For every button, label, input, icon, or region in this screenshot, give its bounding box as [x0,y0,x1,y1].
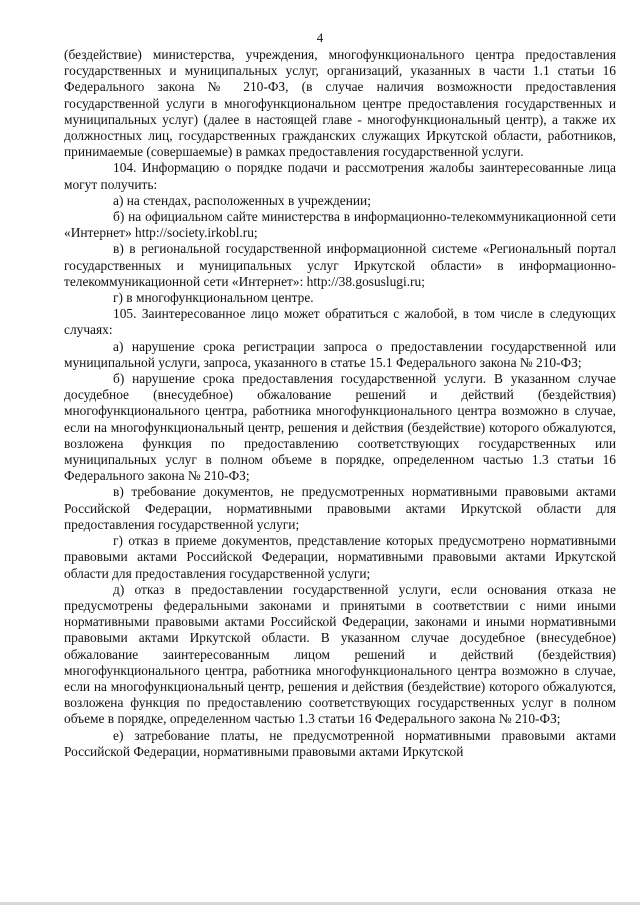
paragraph-105-a: а) нарушение срока регистрации запроса о предоставлении государственной или муниципальной услуги, запроса, указанного в статье 15.1 Федерального закона № 210-ФЗ; [64,338,616,370]
paragraph-105-b: б) нарушение срока предоставления государственной услуги. В указанном случае досудебное (внесудебное) обжалование решений и действий (бездействия) многофункционального центра, работника многофункционального центра возможно в случае, если на многофункциональный центр, решения и действия (бездействие) которого обжалуются, возложена функция по предоставлению соответствующих государственных или муниципальных услуг в полном объеме в порядке, определенном частью 1.3 статьи 16 Федерального закона № 210-ФЗ; [64,371,616,484]
paragraph-105-v: в) требование документов, не предусмотренных нормативными правовыми актами Российской Федерации, нормативными правовыми актами Иркутской области для предоставления государственной услуги; [64,484,616,532]
paragraph-continuation: (бездействие) министерства, учреждения, многофункционального центра предоставления государственных и муниципальных услуг, организаций, указанных в части 1.1 статьи 16 Федерального закона № 210-ФЗ, (в случае наличия возможности предоставления государственной услуги в многофункциональном центре предоставления государственных и муниципальных услуг) (далее в настоящей главе - многофункциональный центр), а также их должностных лиц, государственных гражданских служащих Иркутской области, работников, принимаемые (совершаемые) в рамках предоставления государственной услуги. [64,47,616,160]
paragraph-105-g: г) отказ в приеме документов, представление которых предусмотрено нормативными правовыми актами Российской Федерации, нормативными правовыми актами Иркутской области для предоставления государственной услуги; [64,533,616,581]
paragraph-105-d: д) отказ в предоставлении государственной услуги, если основания отказа не предусмотрены федеральными законами и принятыми в соответствии с ними иными нормативными правовыми актами Российской Федерации, законами и иными нормативными правовыми актами Иркутской области. В указанном случае досудебное (внесудебное) обжалование заинтересованным лицом решений и действий (бездействия) многофункционального центра, работника многофункционального центра возможно в случае, если на многофункциональный центр, решения и действия (бездействие) которого обжалуются, возложена функция по предоставлению соответствующих государственных услуг в полном объеме в порядке, определенном частью 1.3 статьи 16 Федерального закона № 210-ФЗ; [64,581,616,727]
paragraph-104-g: г) в многофункциональном центре. [113,290,314,306]
document-body [64,47,616,760]
page-number: 4 [316,30,324,45]
paragraph-105-e: е) затребование платы, не предусмотренной нормативными правовыми актами Российской Федерации, нормативными правовыми актами Иркутской [64,727,616,759]
paragraph-104-a: а) на стендах, расположенных в учреждении; [113,192,371,208]
paragraph-104-v: в) в региональной государственной информационной системе «Региональный портал государственных и муниципальных услуг Иркутской области» в информационно-телекоммуникационной сети «Интернет»: http://38.gosuslugi.ru; [64,241,616,289]
paragraph-104-b: б) на официальном сайте министерства в информационно-телекоммуникационной сети «Интернет» http://society.irkobl.ru; [64,209,616,241]
paragraph-105: 105. Заинтересованное лицо может обратиться с жалобой, в том числе в следующих случаях: [64,306,616,338]
paragraph-104: 104. Информацию о порядке подачи и рассмотрения жалобы заинтересованные лица могут получить: [64,160,616,192]
